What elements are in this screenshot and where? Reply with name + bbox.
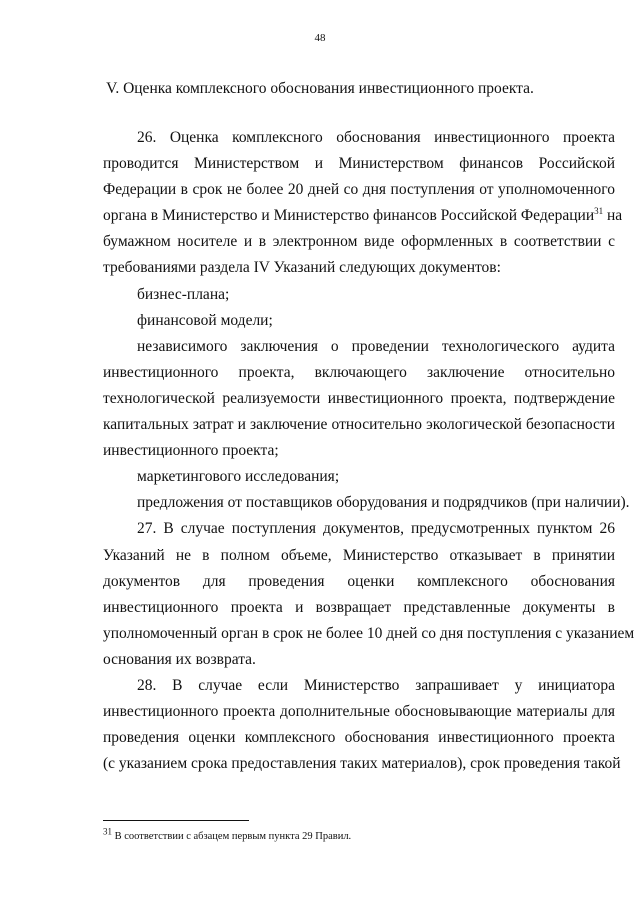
line-text: Указаний не в полном объеме, Министерство отказывает в принятии bbox=[103, 546, 615, 564]
paragraph-line bbox=[103, 647, 615, 673]
paragraph-line bbox=[103, 543, 615, 569]
line-text: основания их возврата. bbox=[103, 650, 256, 668]
footnote bbox=[103, 826, 352, 842]
paragraph-line bbox=[103, 203, 623, 229]
paragraph-line bbox=[103, 516, 615, 542]
paragraph-line bbox=[103, 621, 635, 647]
line-text: органа в Министерство и Министерство финансов Российской Федерации bbox=[103, 207, 595, 225]
paragraph-line bbox=[103, 490, 630, 516]
paragraph-line bbox=[103, 595, 615, 621]
line-text: Федерации в срок не более 20 дней со дня поступления от уполномоченного bbox=[103, 181, 615, 199]
line-text: бумажном носителе и в электронном виде оформленных в соответствии с bbox=[103, 233, 615, 251]
paragraph-line bbox=[103, 569, 615, 595]
paragraph-line bbox=[103, 386, 615, 412]
line-text: независимого заключения о проведении технологического аудита bbox=[137, 337, 615, 355]
paragraph-line bbox=[103, 177, 615, 203]
footnote-text: В соответствии с абзацем первым пункта 29 Правил. bbox=[114, 831, 352, 842]
line-text: финансовой модели; bbox=[137, 311, 273, 329]
paragraph-line bbox=[103, 360, 615, 386]
paragraph-line bbox=[103, 334, 615, 360]
line-text: требованиями раздела IV Указаний следующих документов: bbox=[103, 259, 501, 277]
paragraph-line bbox=[103, 412, 615, 438]
paragraph-line bbox=[103, 464, 615, 490]
paragraph-line bbox=[103, 673, 615, 699]
line-text: проводится Министерством и Министерством финансов Российской bbox=[103, 155, 615, 173]
line-text: инвестиционного проекта дополнительные обосновывающие материалы для bbox=[103, 703, 615, 721]
paragraph-line bbox=[103, 151, 615, 177]
line-text: инвестиционного проекта, включающего заключение относительно bbox=[103, 363, 615, 381]
line-text: 27. В случае поступления документов, предусмотренных пунктом 26 bbox=[137, 520, 615, 538]
line-text: маркетингового исследования; bbox=[137, 468, 340, 486]
line-text: инвестиционного проекта; bbox=[103, 442, 279, 460]
line-text: уполномоченный орган в срок не более 10 дней со дня поступления с указанием bbox=[103, 624, 635, 642]
line-text: документов для проведения оценки комплексного обоснования bbox=[103, 572, 615, 590]
line-text: инвестиционного проекта и возвращает представленные документы в bbox=[103, 598, 615, 616]
paragraph-line bbox=[103, 125, 615, 151]
line-text: проведения оценки комплексного обоснования инвестиционного проекта bbox=[103, 729, 615, 747]
paragraph-line bbox=[103, 255, 615, 281]
footnote-separator bbox=[103, 820, 249, 821]
body-text bbox=[103, 125, 635, 777]
line-text: технологической реализуемости инвестиционного проекта, подтверждение bbox=[103, 389, 615, 407]
paragraph-line bbox=[103, 699, 615, 725]
paragraph-line bbox=[103, 751, 621, 777]
page-number: 48 bbox=[314, 32, 326, 44]
line-text: капитальных затрат и заключение относительно экологической безопасности bbox=[103, 416, 615, 434]
line-text: бизнес-плана; bbox=[137, 285, 230, 303]
paragraph-line bbox=[103, 308, 615, 334]
line-text: (с указанием срока предоставления таких материалов), срок проведения такой bbox=[103, 755, 621, 773]
section-heading: V. Оценка комплексного обоснования инвестиционного проекта. bbox=[106, 80, 534, 97]
line-text: 28. В случае если Министерство запрашивает у инициатора bbox=[137, 676, 615, 694]
paragraph-line bbox=[103, 282, 615, 308]
footnote-reference: 31 bbox=[594, 206, 604, 217]
footnote-marker: 31 bbox=[103, 826, 112, 837]
paragraph-line bbox=[103, 229, 615, 255]
paragraph-line bbox=[103, 725, 615, 751]
line-text-continuation: на bbox=[603, 207, 623, 225]
paragraph-line bbox=[103, 438, 615, 464]
line-text: 26. Оценка комплексного обоснования инвестиционного проекта bbox=[137, 129, 615, 146]
line-text: предложения от поставщиков оборудования и подрядчиков (при наличии). bbox=[137, 494, 630, 512]
